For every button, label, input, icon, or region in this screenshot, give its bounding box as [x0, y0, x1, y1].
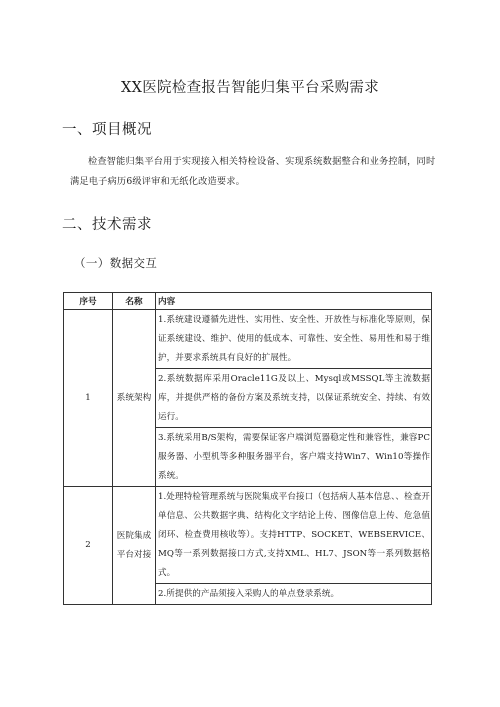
row-content: 3.系统采用B/S架构，需要保证客户端浏览器稳定性和兼容性，兼容PC服务器、小型机等多种服务器平台，客户端支持Win7、Win10等操作系统。	[156, 428, 432, 487]
requirements-table	[63, 292, 432, 605]
table-row	[64, 310, 432, 369]
header-num: 序号	[64, 293, 113, 310]
row-name: 医院集成平台对接	[113, 487, 156, 605]
overview-paragraph: 检查智能归集平台用于实现接入相关特检设备、实现系统数据整合和业务控制，同时满足电子病历6级评审和无纸化改造要求。	[70, 156, 436, 187]
subsection-heading-data-exchange: （一）数据交互	[74, 256, 158, 270]
header-name: 名称	[113, 293, 156, 310]
table-header-row	[64, 293, 432, 310]
row-num: 1	[64, 310, 113, 487]
section-heading-tech: 二、技术需求	[62, 217, 152, 233]
row-content: 1.系统建设遵循先进性、实用性、安全性、开放性与标准化等原则，保证系统建设、维护、使用的低成本、可靠性、安全性、易用性和易于维护，并要求系统具有良好的扩展性。	[156, 310, 432, 369]
table-row	[64, 487, 432, 584]
row-content: 2.系统数据库采用Oracle11G及以上、Mysql或MSSQL等主流数据库，并提供严格的备份方案及系统支持，以保证系统安全、持续、有效运行。	[156, 369, 432, 428]
row-content: 1.处理特检管理系统与医院集成平台接口（包括病人基本信息、、检查开单信息、公共数据字典、结构化文字结论上传、图像信息上传、危急值闭环、检查费用核收等）。支持HTTP、SOCKET、WEBSERVICE、MQ等一系列数据接口方式,支持XML、HL7、JSON等一系列数据格式。	[156, 487, 432, 584]
row-content: 2.所提供的产品须接入采购人的单点登录系统。	[156, 584, 432, 605]
document-title: XX医院检查报告智能归集平台采购需求	[120, 80, 380, 96]
section-heading-overview: 一、项目概况	[62, 122, 152, 138]
row-name: 系统架构	[113, 310, 156, 487]
header-content: 内容	[156, 293, 432, 310]
row-num: 2	[64, 487, 113, 605]
